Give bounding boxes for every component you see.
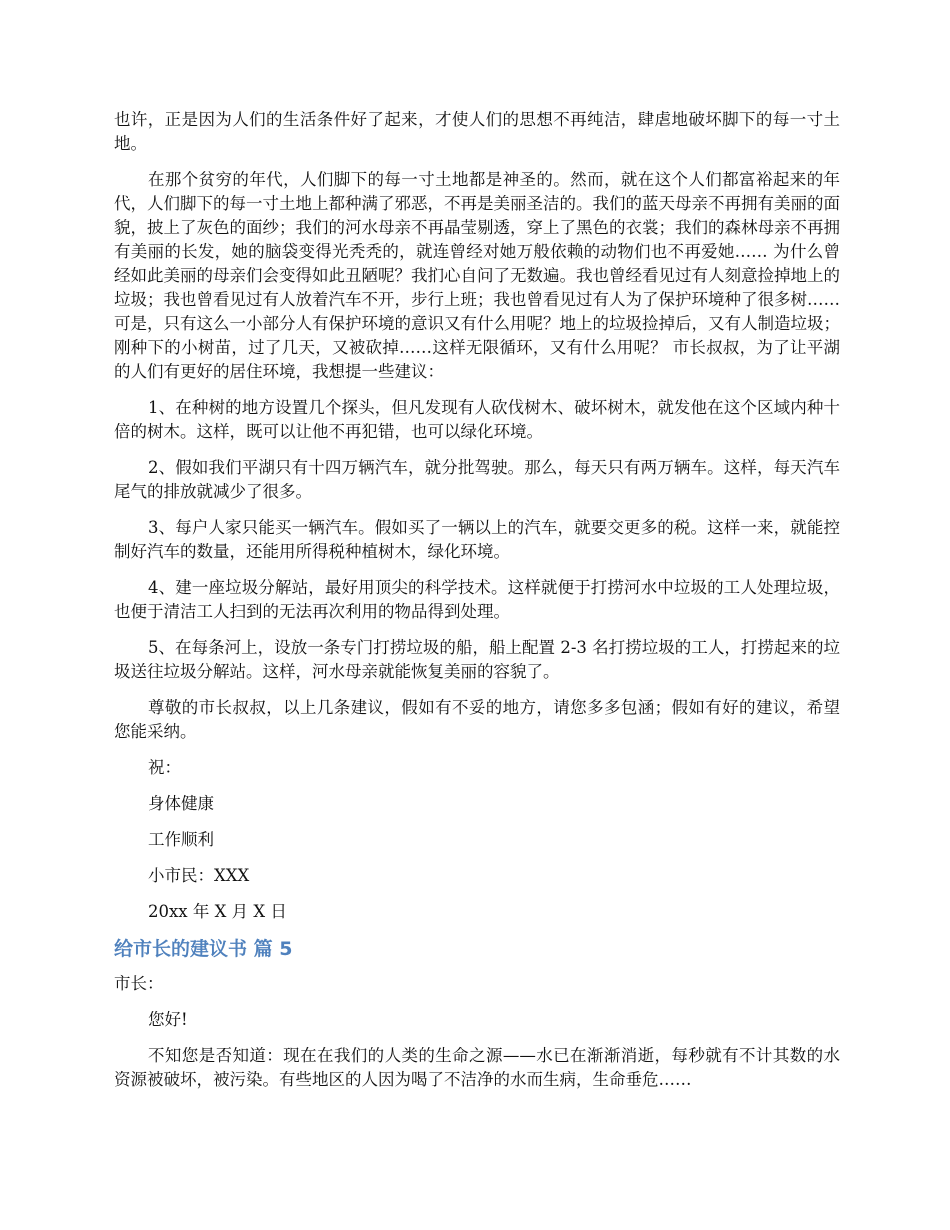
- letter-body-section: [114, 108, 840, 924]
- paragraph: 3、每户人家只能买一辆汽车。假如买了一辆以上的汽车，就要交更多的税。这样一来，就能控制好汽车的数量，还能用所得税种植树木，绿化环境。: [114, 518, 840, 561]
- paragraph: 您好!: [148, 1010, 188, 1029]
- paragraph: 小市民：XXX: [148, 866, 250, 885]
- paragraph: 4、建一座垃圾分解站，最好用顶尖的科学技术。这样就便于打捞河水中垃圾的工人处理垃圾，也便于清洁工人扫到的无法再次利用的物品得到处理。: [114, 578, 840, 621]
- section-heading: 给市长的建议书 篇 5: [114, 938, 293, 960]
- letter-5-section: [114, 972, 840, 1092]
- paragraph: 20xx 年 X 月 X 日: [148, 902, 287, 921]
- paragraph: 在那个贫穷的年代，人们脚下的每一寸土地都是神圣的。然而，就在这个人们都富裕起来的年代，人们脚下的每一寸土地上都种满了邪恶，不再是美丽圣洁的。我们的蓝天母亲不再拥有美丽的面貌，披上了灰色的面纱；我们的河水母亲不再晶莹剔透，穿上了黑色的衣裳；我们的森林母亲不再拥有美丽的长发，她的脑袋变得光秃秃的，就连曾经对她万般依赖的动物们也不再爱她…… 为什么曾经如此美丽的母亲们会变得如此丑陋呢？我扪心自问了无数遍。我也曾经看见过有人刻意捡掉地上的垃圾；我也曾看见过有人放着汽车不开，步行上班；我也曾看见过有人为了保护环境种了很多树……可是，只有这么一小部分人有保护环境的意识又有什么用呢？地上的垃圾捡掉后，又有人制造垃圾；刚种下的小树苗，过了几天，又被砍掉……这样无限循环，又有什么用呢？ 市长叔叔，为了让平湖的人们有更好的居住环境，我想提一些建议：: [114, 170, 840, 381]
- paragraph: 祝：: [148, 758, 181, 777]
- paragraph: 身体健康: [148, 794, 214, 813]
- paragraph: 2、假如我们平湖只有十四万辆汽车，就分批驾驶。那么，每天只有两万辆车。这样，每天汽车尾气的排放就减少了很多。: [114, 458, 840, 501]
- paragraph: 5、在每条河上，设放一条专门打捞垃圾的船，船上配置 2-3 名打捞垃圾的工人，打捞起来的垃圾送往垃圾分解站。这样，河水母亲就能恢复美丽的容貌了。: [114, 638, 840, 681]
- paragraph: 工作顺利: [148, 830, 214, 849]
- paragraph: 不知您是否知道：现在在我们的人类的生命之源——水已在渐渐消逝，每秒就有不计其数的水资源被破坏，被污染。有些地区的人因为喝了不洁净的水而生病，生命垂危……: [114, 1046, 840, 1089]
- document-page: [114, 108, 840, 1104]
- paragraph: 1、在种树的地方设置几个探头，但凡发现有人砍伐树木、破坏树木，就发他在这个区域内种十倍的树木。这样，既可以让他不再犯错，也可以绿化环境。: [114, 398, 840, 441]
- paragraph: 市长：: [114, 974, 164, 993]
- paragraph: 也许，正是因为人们的生活条件好了起来，才使人们的思想不再纯洁，肆虐地破坏脚下的每一寸土地。: [114, 110, 840, 153]
- paragraph: 尊敬的市长叔叔，以上几条建议，假如有不妥的地方，请您多多包涵；假如有好的建议，希望您能采纳。: [114, 698, 840, 741]
